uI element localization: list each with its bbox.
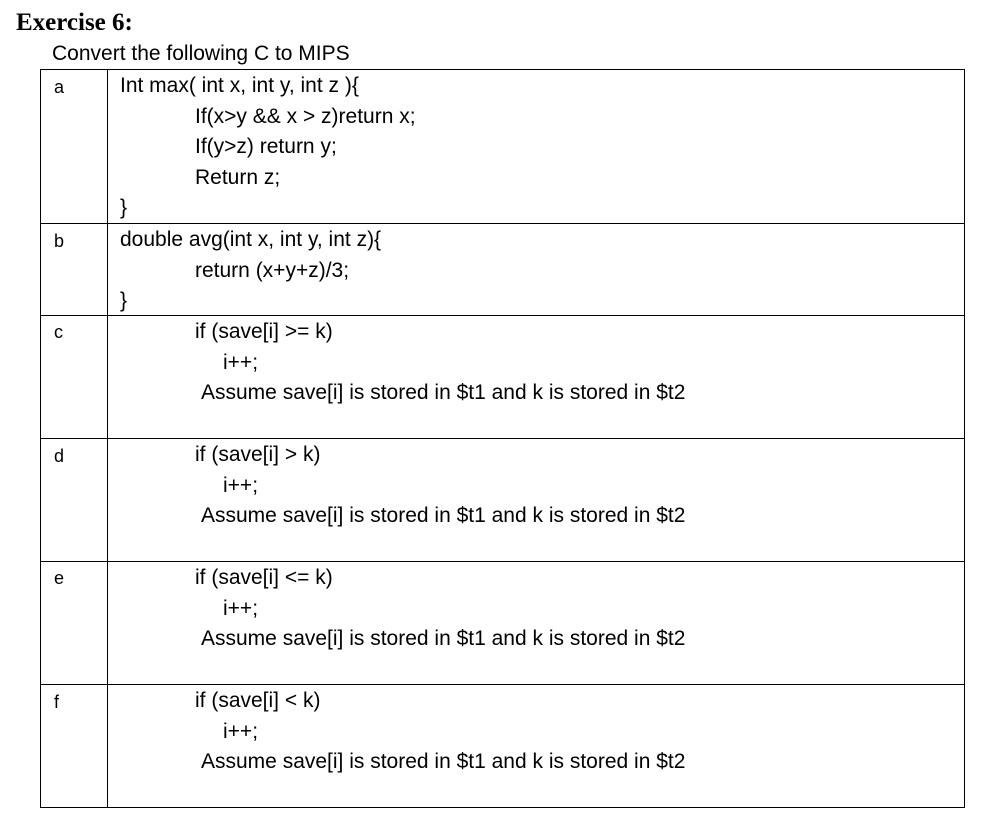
row-label-cell [41, 439, 108, 561]
code-line: i++; [223, 351, 259, 374]
code-line: i++; [223, 474, 259, 497]
code-line: if (save[i] > k) [195, 443, 321, 466]
exercise-instruction: Convert the following C to MIPS [52, 42, 350, 65]
row-label-b: b [54, 231, 65, 251]
table-row-d [41, 439, 965, 562]
code-line: i++; [223, 597, 259, 620]
code-line: return (x+y+z)/3; [195, 259, 350, 282]
row-label-d: d [54, 446, 65, 466]
code-line: if (save[i] >= k) [195, 320, 333, 343]
code-line: double avg(int x, int y, int z){ [120, 228, 382, 251]
table-row-a [41, 70, 965, 224]
code-line: If(y>z) return y; [195, 135, 337, 158]
table-row-b [41, 224, 965, 316]
row-label-cell [41, 224, 108, 315]
table-row-e [41, 562, 965, 685]
row-label-c: c [54, 322, 63, 342]
table-row-c [41, 316, 965, 439]
code-line: } [120, 196, 128, 219]
code-line: if (save[i] < k) [195, 689, 321, 712]
code-line: Assume save[i] is stored in $t1 and k is stored in $t2 [201, 627, 686, 650]
code-line: Int max( int x, int y, int z ){ [120, 74, 359, 97]
row-label-f: f [54, 692, 60, 712]
row-label-cell [41, 562, 108, 684]
code-line: Assume save[i] is stored in $t1 and k is stored in $t2 [201, 750, 686, 773]
code-line: Assume save[i] is stored in $t1 and k is stored in $t2 [201, 381, 686, 404]
code-line: Return z; [195, 166, 281, 189]
row-label-e: e [54, 568, 65, 588]
exercise-table [40, 69, 965, 808]
code-line: i++; [223, 720, 259, 743]
table-row-f [41, 685, 965, 808]
exercise-title: Exercise 6: [16, 9, 133, 36]
code-line: If(x>y && x > z)return x; [195, 105, 416, 128]
row-label-cell [41, 316, 108, 438]
row-label-cell [41, 70, 108, 223]
row-label-cell [41, 685, 108, 807]
code-line: } [120, 289, 128, 312]
code-line: Assume save[i] is stored in $t1 and k is stored in $t2 [201, 504, 686, 527]
row-label-a: a [54, 77, 65, 97]
code-line: if (save[i] <= k) [195, 566, 333, 589]
